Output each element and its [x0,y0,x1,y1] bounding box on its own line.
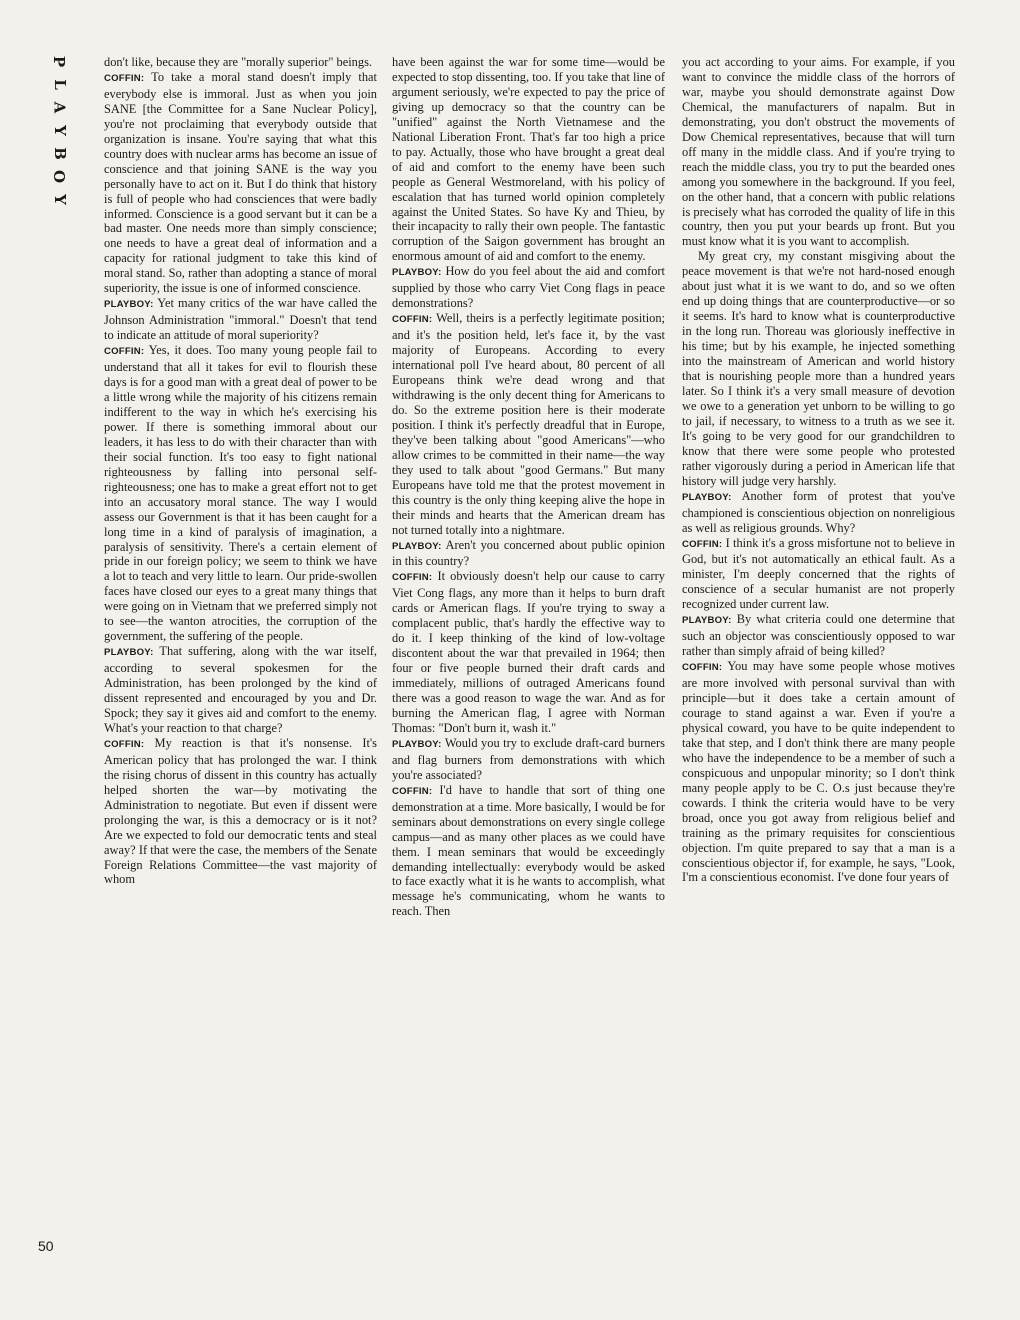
paragraph [392,538,665,570]
paragraph [682,536,955,613]
masthead-letter: L [50,79,69,90]
speaker-label: PLAYBOY: [104,299,154,311]
paragraph-text: Yet many critics of the war have called the Johnson Administration "immoral." Doesn't that tend to indicate an attitude of moral superiority? [104,296,377,343]
paragraph-text: Aren't you concerned about public opinion in this country? [392,537,665,569]
paragraph-text: I'd have to handle that sort of thing one demonstration at a time. More basically, I would be for seminars about demonstrations on every single college campus—and as many other places as we could have them. I mean seminars that would be exceedingly demanding intellectually: everybody would be asked to face exactly what it is he wants to accomplish, what message he's communicating, whom he wants to reach. Then [392,782,665,919]
paragraph-text: I think it's a gross misfortune not to believe in God, but it's not automatically an ethical fault. As a minister, I'm deeply concerned that the rights of conscience of a secular humanist are not properly recognized under current law. [682,535,955,612]
speaker-label: PLAYBOY: [104,647,154,659]
paragraph [682,659,955,885]
masthead-letter: B [50,147,69,160]
paragraph-text: How do you feel about the aid and comfort supplied by those who carry Viet Cong flags in peace demonstrations? [392,264,665,311]
paragraph [682,489,955,536]
speaker-label: PLAYBOY: [392,738,442,750]
masthead-letter: A [50,101,69,114]
speaker-label: COFFIN: [392,314,433,326]
speaker-label: COFFIN: [104,72,145,84]
paragraph [682,249,955,488]
paragraph-text: have been against the war for some time—would be expected to stop dissenting, too. If you take that line of argument seriously, we're expected to pay the price of giving up democracy so that the country can be "unified" against the North Vietnamese and the National Liberation Front. That's far too high a price to pay. Actually, those who have brought a great deal of aid and comfort to the enemy have been such people as General Westmoreland, with his policy of escalation that has turned world opinion completely against the United States. So have Ky and Thieu, by their incapacity to rally their own people. The fantastic corruption of the Saigon government has brought an enormous amount of aid and comfort to the enemy. [392,55,665,264]
paragraph [682,55,955,249]
paragraph [104,296,377,343]
paragraph [392,569,665,735]
paragraph [392,736,665,783]
speaker-label: COFFIN: [682,662,723,674]
paragraph-text: don't like, because they are "morally superior" beings. [104,55,372,69]
paragraph [392,783,665,920]
paragraph [392,264,665,311]
paragraph-text: That suffering, along with the war itself, according to several spokesmen for the Administration, has been prolonged by the kind of dissent represented and encouraged by you and Dr. Spock; they say it gives aid and comfort to the enemy. What's your reaction to that charge? [104,644,377,735]
paragraph-text: It obviously doesn't help our cause to carry Viet Cong flags, any more than it helps to burn draft cards or American flags. If you're trying to sway a complacent public, that's hardly the effective way to do it. I keep thinking of the kind of low-voltage discontent about the war that prevailed in 1964; then four or five people burned their draft cards and immediately, millions of outraged Americans found there was a good reason to wage the war. And as for burning the American flag, I agree with Norman Thomas: "Don't burn it, wash it." [392,569,665,735]
page-number: 50 [38,1238,54,1254]
paragraph [104,55,377,70]
paragraph-text: Well, theirs is a perfectly legitimate position; and it's the position held, let's face it, by the vast majority of Europeans. According to every international poll I've heard about, 80 percent of all Europeans think we're dead wrong and that withdrawing is the only decent thing for Americans to do. So the extreme position here is their moderate position. I think it's perfectly dreadful that in Europe, they've been talking about "good Americans"—who allow crimes to be committed in their name—the way they used to talk about "good Germans." But many Europeans have told me that the protest movement in this country is the only thing keeping alive the hope in their minds and hearts that the American dream has not turned totally into a nightmare. [392,311,665,537]
masthead-letter: Y [50,125,69,136]
paragraph [104,644,377,736]
masthead-letter: Y [50,194,69,205]
speaker-label: PLAYBOY: [682,615,732,627]
speaker-label: COFFIN: [392,785,433,797]
speaker-label: COFFIN: [682,538,723,550]
masthead-letter: O [50,169,69,184]
masthead-letter: P [50,55,69,68]
paragraph-text: You may have some people whose motives are more involved with personal survival than with principle—but it does take a certain amount of courage to stand against a war. Even if you're a physical coward, you have to be quite independent to take that step, and I don't think there are many people who have the independence to be a member of such a conspicuous and unpopular minority; so I don't think many people apply to be C. O.s just because they're cowards. I think the criteria would have to be very broad, once you got away from religious belief and training as the primary requisites for conscientious objection. I'm quite prepared to say that a man is a conscientious objector if, for example, he says, "Look, I'm a conscientious economist. I've done four years of [682,659,955,885]
paragraph-text: Another form of protest that you've championed is conscientious objection on nonreligious as well as religious grounds. Why? [682,488,955,535]
speaker-label: PLAYBOY: [682,491,732,503]
paragraph-text: Yes, it does. Too many young people fail to understand that all it takes for evil to flourish these days is for a good man with a great deal of power to be a little wrong while the majority of his citizens remain indifferent to the way in which he's exercising his power. If there is something immoral about our leaders, it has less to do with their character than with their social function. It's too easy to fight national righteousness by falling into personal self-righteousness; one has to make a great effort not to get into an accusatory moral stance. The way I would assess our Government is that it has been caught for a long time in a kind of paralysis of imagination, a paralysis of sensitivity. There's a certain element of pride in our foreign policy; we seem to think we have a lot to teach and very little to learn. Our pride-swollen faces have closed our eyes to a great many things that were going on in Vietnam that we preferred simply not to see—the wanton atrocities, the corruption of the government, the suffering of the people. [104,343,377,644]
paragraph [682,612,955,659]
paragraph-text: My great cry, my constant misgiving about the peace movement is that we're not hard-nosed enough about just what it is we want to do, and so we often end up doing things that are counterproductive—or so it seems. It's hard to know what is counterproductive in the long run. Thoreau was gloriously ineffective in his time; but by his example, he injected something into the mainstream of American and world history that is nourishing people more than a hundred years later. So I think it's a very small measure of devotion we owe to a generation yet unborn to be willing to go to jail, if necessary, to witness to a truth as we see it. It's going to be very good for our grandchildren to know that there were some people who protested rather vigorously during a period in American life that history will judge very harshly. [682,249,955,488]
text-column-2 [392,55,665,919]
paragraph [104,343,377,644]
text-column-1 [104,55,377,887]
text-column-3 [682,55,955,885]
paragraph [104,70,377,296]
paragraph-text: To take a moral stand doesn't imply that everybody else is immoral. Just as when you join SANE [the Committee for a Sane Nuclear Policy], you're not proclaiming that everybody outside that organization is insane. You're saying that what this country does with nuclear arms has become an issue of conscience and that joining SANE is the way you personally have to act on it. But I do think that history is full of people who had consciences that were badly informed. Conscience is a good servant but it can be a bad master. One needs more than simply conscience; one needs to have a great deal of information and a capacity for rational judgment to take this kind of moral stand. So, rather than adopting a stance of moral superiority, the issue is one of informed conscience. [104,69,377,296]
speaker-label: PLAYBOY: [392,540,442,552]
paragraph [392,55,665,264]
speaker-label: COFFIN: [104,346,145,358]
paragraph [104,736,377,888]
paragraph-text: Would you try to exclude draft-card burners and flag burners from demonstrations with which you're associated? [392,735,665,782]
paragraph [392,311,665,537]
paragraph-text: By what criteria could one determine that such an objector was conscientiously opposed to war rather than simply afraid of being killed? [682,612,955,659]
paragraph-text: My reaction is that it's nonsense. It's American policy that has prolonged the war. I think the rising chorus of dissent in this country has actually helped shorten the war—by motivating the Administration to negotiate. But even if dissent were prolonging the war, is this a democracy or is it not? Are we expected to fold our democratic tents and steal away? If that were the case, the members of the Senate Foreign Relations Committee—the vast majority of whom [104,735,377,887]
paragraph-text: you act according to your aims. For example, if you want to convince the middle class of the horrors of war, maybe you should demonstrate against Dow Chemical, the manufacturers of napalm. But in demonstrating, you don't obstruct the movements of Dow Chemical representatives, because that will turn off many in the middle class. And if you're trying to reach the middle class, you try to put the bearded ones among you somewhere in the background. If you feel, on the other hand, that a concern with public relations is precisely what has corroded the quality of life in this country, then you put your beards up front. But you must know what it is you want to accomplish. [682,55,955,249]
speaker-label: PLAYBOY: [392,267,442,279]
speaker-label: COFFIN: [392,572,433,584]
playboy-masthead [44,50,74,211]
speaker-label: COFFIN: [104,738,145,750]
